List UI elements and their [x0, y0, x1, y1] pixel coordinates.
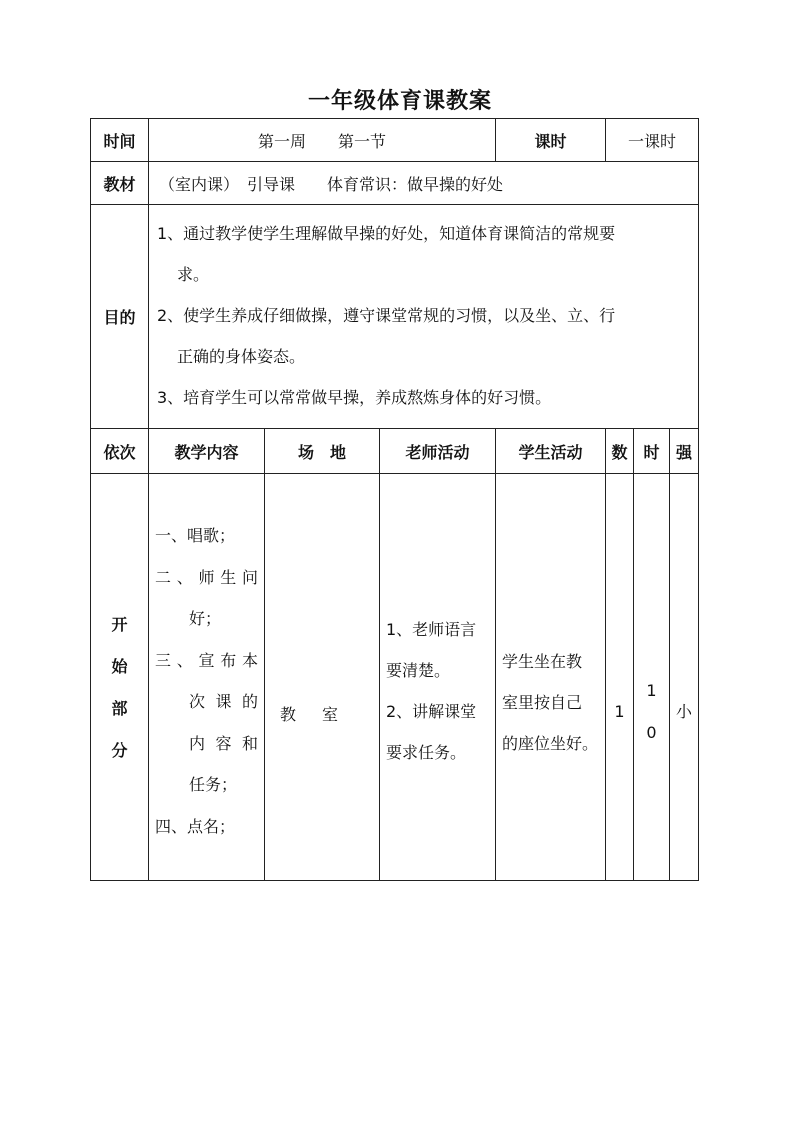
content-item-1: 一、唱歌；	[155, 526, 236, 545]
material-row	[91, 162, 699, 205]
content-item-4: 四、点名；	[155, 816, 236, 836]
teacher-line: 2、讲解课堂	[386, 702, 477, 721]
objective-1: 1、通过教学使学生理解做早操的好处，知道体育课简洁的常规要	[157, 224, 616, 243]
student-line: 的座位坐好。	[502, 733, 599, 753]
col-intensity: 强	[670, 429, 699, 474]
time-value-cell	[634, 474, 670, 881]
content-item-3-cont: 次课的	[189, 692, 258, 711]
venue-value: 教室	[265, 474, 380, 881]
lesson-plan-table	[90, 118, 699, 881]
time-value: 第一周 第一节	[149, 119, 496, 162]
teacher-line: 要求任务。	[386, 743, 467, 762]
col-venue: 场 地	[265, 429, 380, 474]
student-line: 学生坐在教	[502, 651, 583, 671]
objectives-label: 目的	[91, 205, 149, 429]
time-digit: 0	[646, 723, 657, 742]
teacher-line: 要清楚。	[386, 661, 451, 680]
student-activity	[496, 474, 606, 881]
objectives-text	[149, 205, 699, 429]
section-label-char: 部	[111, 699, 128, 718]
opening-section-row	[91, 474, 699, 881]
col-count: 数	[606, 429, 634, 474]
teaching-content	[149, 474, 265, 881]
column-header-row	[91, 429, 699, 474]
content-item-2: 二、师生问	[155, 567, 258, 587]
time-digit: 1	[646, 681, 657, 700]
teacher-line: 1、老师语言	[386, 620, 477, 639]
intensity-value: 小	[670, 474, 699, 881]
count-value: 1	[606, 474, 634, 881]
content-item-2-cont: 好；	[189, 609, 222, 628]
content-item-3: 三、宣布本	[155, 650, 258, 670]
time-label: 时间	[91, 119, 149, 162]
objective-2: 2、使学生养成仔细做操，遵守课堂常规的习惯，以及坐、立、行	[157, 306, 616, 325]
content-item-3-cont: 内容和	[189, 733, 258, 753]
student-line: 室里按自己	[502, 692, 583, 712]
col-time: 时	[634, 429, 670, 474]
col-order: 依次	[91, 429, 149, 474]
section-label	[91, 474, 149, 881]
teacher-activity	[380, 474, 496, 881]
col-student: 学生活动	[496, 429, 606, 474]
period-label: 课时	[496, 119, 606, 162]
objectives-row	[91, 205, 699, 429]
section-label-char: 开	[111, 615, 128, 634]
objective-1-cont: 求。	[177, 265, 210, 284]
time-row	[91, 119, 699, 162]
objective-2-cont: 正确的身体姿态。	[177, 347, 306, 366]
section-label-char: 分	[111, 741, 128, 760]
section-label-char: 始	[111, 657, 128, 676]
col-content: 教学内容	[149, 429, 265, 474]
material-value: （室内课） 引导课 体育常识：做早操的好处	[149, 162, 699, 205]
period-value: 一课时	[606, 119, 699, 162]
col-teacher: 老师活动	[380, 429, 496, 474]
objective-3: 3、培育学生可以常常做早操，养成熬炼身体的好习惯。	[157, 388, 552, 407]
material-label: 教材	[91, 162, 149, 205]
document-title: 一年级体育课教案	[307, 89, 492, 114]
content-item-3-cont: 任务；	[189, 775, 238, 794]
